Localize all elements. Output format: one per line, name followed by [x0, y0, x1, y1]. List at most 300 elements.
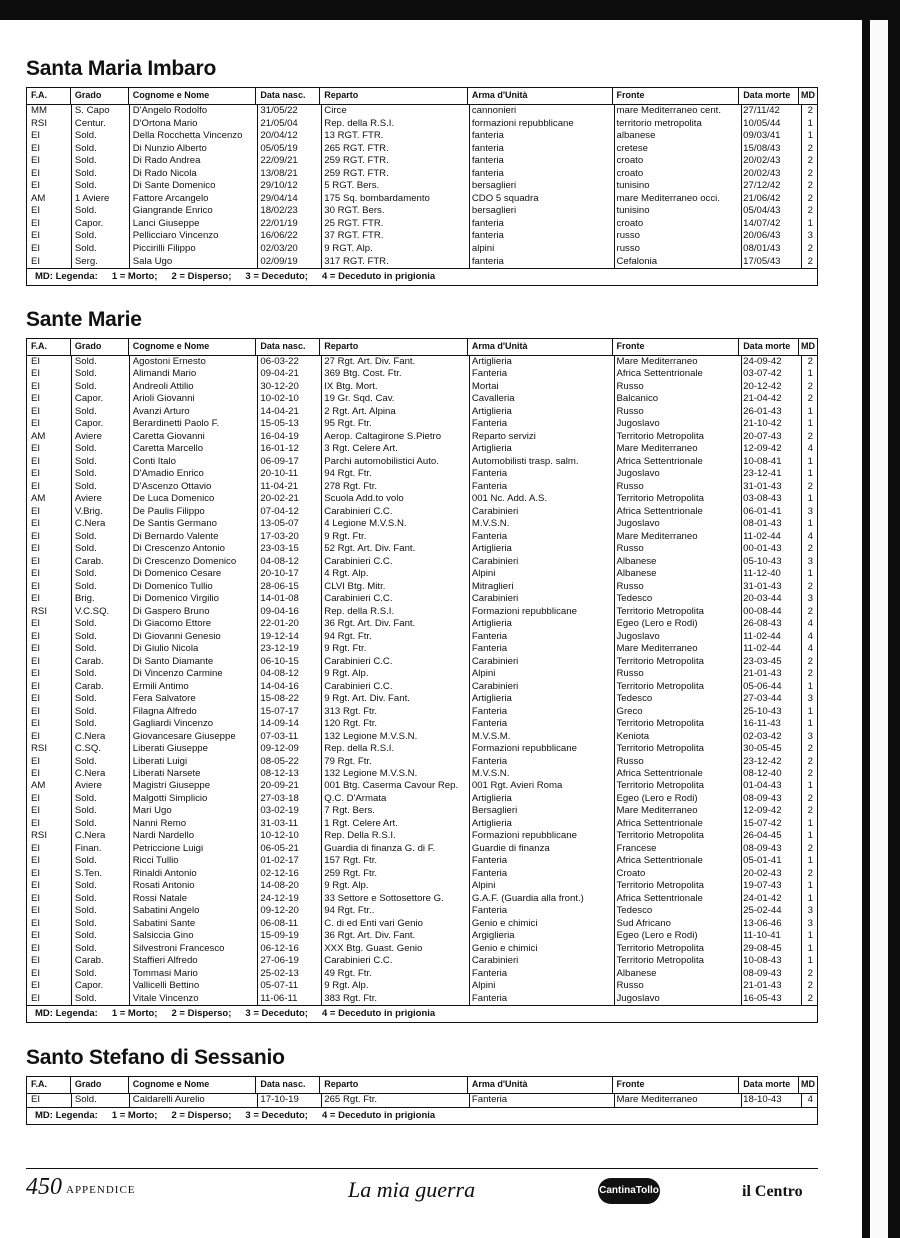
cell-birth-date: 03-02-19	[260, 805, 299, 817]
cell-md: 2	[807, 967, 813, 979]
cell-front: Francese	[616, 842, 657, 854]
cell-front: croato	[616, 155, 644, 167]
cell-md: 2	[807, 142, 813, 154]
cell-birth-date: 20-09-21	[260, 780, 299, 792]
cell-birth-date: 20-10-17	[260, 568, 299, 580]
table-row	[27, 543, 817, 555]
table-row	[27, 768, 817, 780]
cell-death-date: 29-08-45	[743, 942, 782, 954]
cell-arm: Fanteria	[471, 630, 508, 642]
cell-md: 2	[807, 430, 813, 442]
cell-grado: V.Brig.	[74, 505, 103, 517]
legend	[27, 1005, 817, 1022]
table-body	[27, 1094, 817, 1107]
cell-front: Keniota	[616, 730, 650, 742]
cell-fa: EI	[31, 705, 41, 717]
cell-name: Mari Ugo	[132, 805, 172, 817]
cell-name: D'Ascenzo Ottavio	[132, 480, 212, 492]
cell-grado: Sold.	[74, 380, 97, 392]
cell-arm: alpini	[471, 243, 495, 255]
table-row	[27, 780, 817, 792]
table-row	[27, 880, 817, 892]
cell-grado: Finan.	[74, 842, 102, 854]
cell-front: mare Mediterraneo occi.	[616, 192, 720, 204]
cell-arm: bersaglieri	[471, 180, 517, 192]
cell-fa: EI	[31, 680, 41, 692]
cell-name: De Luca Domenico	[132, 493, 215, 505]
cell-grado: Sold.	[74, 705, 97, 717]
cell-arm: fanteria	[471, 217, 504, 229]
cell-name: Rosati Antonio	[132, 880, 195, 892]
cell-name: Giangrande Enrico	[132, 205, 213, 217]
table-row	[27, 568, 817, 580]
cell-front: Russo	[616, 980, 644, 992]
cell-name: Ermili Antimo	[132, 680, 189, 692]
cell-arm: Artiglieria	[471, 356, 512, 367]
cell-unit: 9 Rgt. Alp.	[324, 668, 369, 680]
cell-md: 1	[807, 855, 813, 867]
header-name: Cognome e Nome	[129, 1077, 257, 1093]
cell-fa: EI	[31, 593, 41, 605]
cell-arm: Alpini	[471, 568, 496, 580]
cell-grado: Carab.	[74, 680, 104, 692]
cell-arm: fanteria	[471, 255, 504, 267]
cell-grado: Sold.	[74, 543, 97, 555]
table-row	[27, 631, 817, 643]
cell-name: Salsiccia Gino	[132, 930, 194, 942]
cell-birth-date: 27-06-19	[260, 955, 299, 967]
cell-birth-date: 15-09-19	[260, 930, 299, 942]
cell-front: Africa Settentrionale	[616, 505, 703, 517]
cell-name: Rinaldi Antonio	[132, 867, 197, 879]
cell-death-date: 16-05-43	[743, 992, 782, 1004]
cell-unit: 9 Rgt. Ftr.	[324, 530, 367, 542]
cell-birth-date: 11-04-21	[260, 480, 299, 492]
cell-front: Territorio Metropolita	[616, 743, 704, 755]
table-row	[27, 793, 817, 805]
cell-front: Jugoslavo	[616, 630, 660, 642]
cell-md: 3	[807, 693, 813, 705]
cell-fa: EI	[31, 980, 41, 992]
cell-unit: 317 RGT. FTR.	[324, 255, 389, 267]
cell-death-date: 24-01-42	[743, 892, 782, 904]
cell-name: Agostoni Ernesto	[132, 356, 206, 367]
cell-front: Russo	[616, 405, 644, 417]
cell-birth-date: 07-04-12	[260, 505, 299, 517]
cell-grado: Sold.	[74, 967, 97, 979]
cell-name: Giovancesare Giuseppe	[132, 730, 236, 742]
table-row	[27, 855, 817, 867]
cell-arm: Artiglieria	[471, 618, 512, 630]
cell-name: Di Giovanni Genesio	[132, 630, 221, 642]
cell-md: 4	[807, 618, 813, 630]
cell-fa: EI	[31, 792, 41, 804]
cell-front: Mare Mediterraneo	[616, 805, 698, 817]
cell-unit: Aerop. Caltagirone S.Pietro	[324, 430, 442, 442]
cell-unit: 1 Rgt. Celere Art.	[324, 817, 398, 829]
cell-front: Russo	[616, 668, 644, 680]
header-unit: Reparto	[320, 1077, 468, 1093]
cell-unit: 4 Legione M.V.S.N.	[324, 518, 407, 530]
cell-grado: Sold.	[74, 180, 97, 192]
table-row	[27, 256, 817, 269]
cell-fa: EI	[31, 643, 41, 655]
cell-arm: Fanteria	[471, 705, 508, 717]
cell-name: Sabatini Sante	[132, 917, 196, 929]
cell-fa: EI	[31, 255, 41, 267]
cell-fa: EI	[31, 992, 41, 1004]
cell-fa: EI	[31, 668, 41, 680]
cell-unit: 25 RGT. FTR.	[324, 217, 384, 229]
cell-death-date: 11-02-44	[743, 643, 781, 655]
cell-fa: EI	[31, 767, 41, 779]
header-md: MD	[801, 341, 816, 351]
cell-unit: 157 Rgt. Ftr.	[324, 855, 378, 867]
cell-md: 2	[807, 842, 813, 854]
cell-unit: 19 Gr. Sqd. Cav.	[324, 393, 395, 405]
cell-unit: Parchi automobilistici Auto.	[324, 455, 439, 467]
cell-unit: Rep. della R.S.I.	[324, 743, 395, 755]
cell-name: Silvestroni Francesco	[132, 942, 225, 954]
cell-unit: 33 Settore e Sottosettore G.	[324, 892, 444, 904]
cell-death-date: 20/02/43	[743, 155, 781, 167]
table-row	[27, 155, 817, 168]
cell-grado: C.Nera	[74, 767, 106, 779]
cell-unit: 132 Legione M.V.S.N.	[324, 730, 418, 742]
table-row	[27, 968, 817, 980]
header-arm: Arma d'Unità	[468, 88, 613, 104]
cell-fa: EI	[31, 543, 41, 555]
cell-unit: 259 RGT. FTR.	[324, 155, 389, 167]
table-row	[27, 180, 817, 193]
cell-fa: RSI	[31, 605, 47, 617]
cell-birth-date: 04-08-12	[260, 668, 299, 680]
cell-name: Vallicelli Bettino	[132, 980, 200, 992]
cell-arm: Fanteria	[471, 855, 508, 867]
cell-name: Nardi Nardello	[132, 830, 195, 842]
cell-name: Di Domenico Virgilio	[132, 593, 219, 605]
cell-name: Caretta Giovanni	[132, 430, 205, 442]
cell-grado: Sold.	[74, 1094, 97, 1105]
table-row	[27, 105, 817, 118]
cell-fa: EI	[31, 880, 41, 892]
cell-grado: Sold.	[74, 368, 97, 380]
cell-front: Jugoslavo	[616, 468, 660, 480]
cell-name: Di Rado Nicola	[132, 167, 197, 179]
cell-front: Egeo (Lero e Rodi)	[616, 618, 698, 630]
cell-front: Africa Settentrionale	[616, 767, 703, 779]
cell-grado: Sold.	[74, 817, 97, 829]
table-row	[27, 618, 817, 630]
cell-md: 1	[807, 130, 813, 142]
cell-death-date: 02-03-42	[743, 730, 782, 742]
cell-grado: S.Ten.	[74, 867, 103, 879]
cell-death-date: 21-10-42	[743, 418, 782, 430]
cell-front: Africa Settentrionale	[616, 892, 703, 904]
header-md: MD	[801, 1079, 816, 1089]
cell-unit: Q.C. D'Armata	[324, 792, 387, 804]
cell-name: D'Ortona Mario	[132, 117, 198, 129]
sponsor-logo: CantinaTollo	[598, 1178, 660, 1204]
cell-fa: EI	[31, 380, 41, 392]
cell-md: 1	[807, 568, 813, 580]
cell-md: 1	[807, 468, 813, 480]
cell-md: 1	[807, 680, 813, 692]
cell-unit: 36 Rgt. Art. Div. Fant.	[324, 930, 416, 942]
cell-arm: Fanteria	[471, 480, 508, 492]
cell-arm: Fanteria	[471, 867, 508, 879]
cell-birth-date: 06-05-21	[260, 842, 299, 854]
cell-md: 1	[807, 830, 813, 842]
cell-md: 1	[807, 493, 813, 505]
table-row	[27, 356, 817, 368]
cell-unit: 94 Rgt. Ftr..	[324, 905, 375, 917]
cell-death-date: 23-12-41	[743, 468, 782, 480]
cell-front: Mare Mediterraneo	[616, 356, 698, 367]
cell-grado: Sold.	[74, 643, 97, 655]
cell-name: Berardinetti Paolo F.	[132, 418, 220, 430]
cell-md: 2	[807, 480, 813, 492]
cell-birth-date: 16/06/22	[260, 230, 298, 242]
cell-grado: Sold.	[74, 455, 97, 467]
cell-md: 2	[807, 205, 813, 217]
cell-death-date: 21/06/42	[743, 192, 781, 204]
cell-birth-date: 27-03-18	[260, 792, 299, 804]
cell-name: Fera Salvatore	[132, 693, 196, 705]
legend	[27, 268, 817, 285]
cell-death-date: 20-02-43	[743, 867, 782, 879]
cell-unit: 2 Rgt. Art. Alpina	[324, 405, 396, 417]
cell-fa: EI	[31, 518, 41, 530]
cell-grado: Sold.	[74, 142, 97, 154]
table-row	[27, 930, 817, 942]
cell-birth-date: 17-03-20	[260, 530, 299, 542]
cell-unit: 7 Rgt. Bers.	[324, 805, 375, 817]
table-row	[27, 118, 817, 131]
cell-death-date: 12-09-42	[743, 805, 782, 817]
cell-fa: EI	[31, 618, 41, 630]
cell-unit: 52 Rgt. Art. Div. Fant.	[324, 543, 416, 555]
cell-name: De Paulis Filippo	[132, 505, 205, 517]
header-unit: Reparto	[320, 88, 468, 104]
cell-arm: M.V.S.N.	[471, 518, 510, 530]
cell-unit: Rep. della R.S.I.	[324, 605, 395, 617]
cell-fa: EI	[31, 693, 41, 705]
cell-md: 1	[807, 817, 813, 829]
header-fa: F.A.	[27, 339, 71, 355]
cell-md: 1	[807, 705, 813, 717]
cell-birth-date: 13/08/21	[260, 167, 298, 179]
cell-fa: EI	[31, 817, 41, 829]
cell-death-date: 00-08-44	[743, 605, 782, 617]
cell-fa: EI	[31, 130, 41, 142]
cell-death-date: 08-09-43	[743, 792, 782, 804]
header-unit: Reparto	[320, 339, 468, 355]
table-row	[27, 718, 817, 730]
cell-birth-date: 02/09/19	[260, 255, 298, 267]
cell-death-date: 20-03-44	[743, 593, 782, 605]
cell-birth-date: 29/10/12	[260, 180, 298, 192]
table-row	[27, 205, 817, 218]
cell-name: Caldarelli Aurelio	[132, 1094, 205, 1105]
cell-birth-date: 25-02-13	[260, 967, 299, 979]
cell-front: Albanese	[616, 967, 657, 979]
cell-death-date: 05/04/43	[743, 205, 781, 217]
cell-arm: bersaglieri	[471, 205, 517, 217]
cell-fa: EI	[31, 217, 41, 229]
cell-arm: Fanteria	[471, 530, 508, 542]
cell-front: mare Mediterraneo cent.	[616, 105, 722, 116]
cell-grado: V.C.SQ.	[74, 605, 110, 617]
cell-fa: EI	[31, 443, 41, 455]
cell-md: 2	[807, 655, 813, 667]
cell-arm: fanteria	[471, 167, 504, 179]
table-row	[27, 681, 817, 693]
cell-grado: Sold.	[74, 892, 97, 904]
cell-death-date: 20-07-43	[743, 430, 782, 442]
legend-item: 1 = Morto;	[111, 271, 158, 283]
cell-fa: EI	[31, 530, 41, 542]
cell-fa: EI	[31, 580, 41, 592]
cell-arm: Fanteria	[471, 418, 508, 430]
cell-birth-date: 24-12-19	[260, 892, 299, 904]
cell-grado: Brig.	[74, 593, 95, 605]
table-row	[27, 518, 817, 530]
cell-grado: Carab.	[74, 555, 104, 567]
cell-fa: EI	[31, 892, 41, 904]
header-death-date: Data morte	[739, 88, 799, 104]
cell-birth-date: 22/01/19	[260, 217, 298, 229]
cell-front: Africa Settentrionale	[616, 455, 703, 467]
cell-arm: Reparto servizi	[471, 430, 536, 442]
cell-name: Ricci Tullio	[132, 855, 179, 867]
legend-item: 1 = Morto;	[111, 1008, 158, 1020]
cell-unit: 13 RGT. FTR.	[324, 130, 384, 142]
cell-md: 1	[807, 780, 813, 792]
cell-arm: Fanteria	[471, 1094, 508, 1105]
legend-label: MD: Legenda:	[35, 271, 98, 283]
cell-md: 2	[807, 243, 813, 255]
cell-name: D'Amadio Enrico	[132, 468, 204, 480]
cell-grado: Capor.	[74, 418, 104, 430]
cell-name: Conti Italo	[132, 455, 176, 467]
cell-unit: 9 Rgt. Ftr.	[324, 643, 367, 655]
cell-unit: 5 RGT. Bers.	[324, 180, 380, 192]
cell-grado: Sold.	[74, 443, 97, 455]
header-md: MD	[801, 90, 816, 100]
cell-death-date: 08-09-43	[743, 842, 782, 854]
cell-grado: Sold.	[74, 618, 97, 630]
cell-name: Tommasi Mario	[132, 967, 198, 979]
cell-unit: 175 Sq. bombardamento	[324, 192, 430, 204]
table-row	[27, 218, 817, 231]
table-row	[27, 993, 817, 1005]
cell-arm: formazioni repubblicane	[471, 117, 574, 129]
cell-front: Africa Settentrionale	[616, 368, 703, 380]
cell-front: Tedesco	[616, 593, 653, 605]
cell-arm: G.A.F. (Guardia alla front.)	[471, 892, 584, 904]
cell-front: Jugoslavo	[616, 992, 660, 1004]
table-row	[27, 143, 817, 156]
cell-arm: Carabinieri	[471, 555, 519, 567]
cell-birth-date: 15-08-22	[260, 693, 299, 705]
cell-fa: EI	[31, 568, 41, 580]
cell-arm: Artiglieria	[471, 693, 512, 705]
section-title: Santo Stefano di Sessanio	[26, 1046, 285, 1069]
cell-md: 2	[807, 805, 813, 817]
cell-md: 2	[807, 980, 813, 992]
cell-md: 1	[807, 405, 813, 417]
casualty-table	[26, 338, 818, 1023]
cell-birth-date: 10-02-10	[260, 393, 299, 405]
cell-name: Di Giacomo Ettore	[132, 618, 212, 630]
section-title: Sante Marie	[26, 308, 142, 331]
cell-fa: EI	[31, 480, 41, 492]
cell-unit: 259 Rgt. Ftr.	[324, 867, 378, 879]
cell-birth-date: 05-07-11	[260, 980, 299, 992]
table-body	[27, 356, 817, 1005]
table-row	[27, 955, 817, 967]
legend-item: 3 = Deceduto;	[245, 1109, 308, 1121]
cell-grado: Capor.	[74, 393, 104, 405]
cell-name: Petriccione Luigi	[132, 842, 204, 854]
cell-grado: Sold.	[74, 718, 97, 730]
cell-fa: EI	[31, 205, 41, 217]
cell-arm: Cavalleria	[471, 393, 515, 405]
cell-arm: cannonieri	[471, 105, 517, 116]
cell-birth-date: 20-02-21	[260, 493, 299, 505]
cell-arm: Genio e chimici	[471, 942, 538, 954]
cell-unit: CLVI Btg. Mitr.	[324, 580, 386, 592]
cell-front: tunisino	[616, 180, 650, 192]
cell-md: 2	[807, 356, 813, 367]
header-death-date: Data morte	[739, 339, 799, 355]
cell-front: Russo	[616, 580, 644, 592]
cell-arm: Fanteria	[471, 967, 508, 979]
cell-name: Piccirilli Filippo	[132, 243, 196, 255]
cell-unit: 001 Btg. Caserma Cavour Rep.	[324, 780, 459, 792]
cell-unit: Carabinieri C.C.	[324, 593, 393, 605]
cell-name: Di Crescenzo Antonio	[132, 543, 226, 555]
cell-birth-date: 14-01-08	[260, 593, 299, 605]
cell-front: Territorio Metropolita	[616, 493, 704, 505]
cell-birth-date: 16-01-12	[260, 443, 299, 455]
cell-md: 3	[807, 593, 813, 605]
cell-arm: Fanteria	[471, 755, 508, 767]
cell-md: 2	[807, 580, 813, 592]
cell-grado: Sold.	[74, 930, 97, 942]
cell-birth-date: 22-01-20	[260, 618, 299, 630]
header-fa: F.A.	[27, 88, 71, 104]
cell-arm: Mitraglieri	[471, 580, 514, 592]
legend-item: 1 = Morto;	[111, 1109, 158, 1121]
cell-grado: Sold.	[74, 792, 97, 804]
cell-name: Di Santo Diamante	[132, 655, 214, 667]
cell-fa: RSI	[31, 117, 47, 129]
cell-md: 1	[807, 368, 813, 380]
cell-grado: 1 Aviere	[74, 192, 110, 204]
cell-birth-date: 09-04-21	[260, 368, 299, 380]
cell-birth-date: 28-06-15	[260, 580, 299, 592]
cell-death-date: 19-07-43	[743, 880, 782, 892]
cell-death-date: 10-08-41	[743, 455, 782, 467]
cell-death-date: 27-03-44	[743, 693, 782, 705]
cell-unit: Circe	[324, 105, 347, 116]
cell-grado: Sold.	[74, 942, 97, 954]
header-front: Fronte	[613, 88, 740, 104]
cell-fa: EI	[31, 418, 41, 430]
table-row	[27, 556, 817, 568]
